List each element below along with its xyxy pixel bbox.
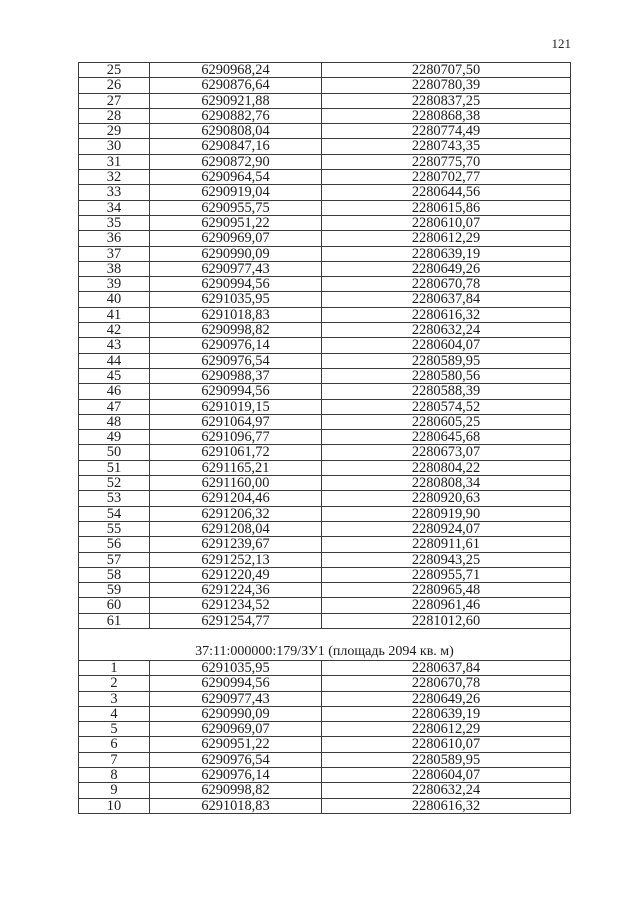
y-coordinate-cell: 2280644,56: [322, 185, 571, 200]
y-coordinate-cell: 2280911,61: [322, 537, 571, 552]
point-number-cell: 54: [79, 506, 150, 521]
y-coordinate-cell: 2280574,52: [322, 399, 571, 414]
table-row: [79, 598, 571, 613]
point-number-cell: 51: [79, 460, 150, 475]
point-number-cell: 26: [79, 78, 150, 93]
point-number-cell: 52: [79, 476, 150, 491]
x-coordinate-cell: 6290847,16: [150, 139, 322, 154]
x-coordinate-cell: 6291035,95: [150, 292, 322, 307]
point-number-cell: 37: [79, 246, 150, 261]
y-coordinate-cell: 2280961,46: [322, 598, 571, 613]
table-row: [79, 430, 571, 445]
y-coordinate-cell: 2280588,39: [322, 384, 571, 399]
y-coordinate-cell: 2280610,07: [322, 737, 571, 752]
x-coordinate-cell: 6291234,52: [150, 598, 322, 613]
table-row: [79, 768, 571, 783]
table-row: [79, 215, 571, 230]
table-row: [79, 200, 571, 215]
point-number-cell: 48: [79, 414, 150, 429]
x-coordinate-cell: 6290808,04: [150, 124, 322, 139]
table-row: [79, 552, 571, 567]
point-number-cell: 36: [79, 231, 150, 246]
y-coordinate-cell: 2280673,07: [322, 445, 571, 460]
x-coordinate-cell: 6291252,13: [150, 552, 322, 567]
x-coordinate-cell: 6290977,43: [150, 261, 322, 276]
point-number-cell: 61: [79, 613, 150, 628]
y-coordinate-cell: 2280632,24: [322, 323, 571, 338]
point-number-cell: 2: [79, 676, 150, 691]
x-coordinate-cell: 6291019,15: [150, 399, 322, 414]
table-row: [79, 246, 571, 261]
y-coordinate-cell: 2280943,25: [322, 552, 571, 567]
x-coordinate-cell: 6290876,64: [150, 78, 322, 93]
y-coordinate-cell: 2280589,95: [322, 353, 571, 368]
table-row: [79, 537, 571, 552]
y-coordinate-cell: 2280649,26: [322, 261, 571, 276]
x-coordinate-cell: 6291096,77: [150, 430, 322, 445]
x-coordinate-cell: 6290998,82: [150, 783, 322, 798]
y-coordinate-cell: 2280965,48: [322, 583, 571, 598]
x-coordinate-cell: 6291206,32: [150, 506, 322, 521]
table-row: [79, 124, 571, 139]
y-coordinate-cell: 2280637,84: [322, 292, 571, 307]
point-number-cell: 44: [79, 353, 150, 368]
table-row: [79, 752, 571, 767]
table-row: [79, 476, 571, 491]
y-coordinate-cell: 2280645,68: [322, 430, 571, 445]
x-coordinate-cell: 6291165,21: [150, 460, 322, 475]
table-row: [79, 737, 571, 752]
x-coordinate-cell: 6291204,46: [150, 491, 322, 506]
y-coordinate-cell: 2280702,77: [322, 170, 571, 185]
point-number-cell: 46: [79, 384, 150, 399]
table-row: [79, 583, 571, 598]
page-number: 121: [551, 36, 571, 51]
table-row: [79, 676, 571, 691]
parcel-section-header: 37:11:000000:179/ЗУ1 (площадь 2094 кв. м): [79, 628, 571, 660]
x-coordinate-cell: 6291035,95: [150, 660, 322, 675]
x-coordinate-cell: 6290994,56: [150, 676, 322, 691]
point-number-cell: 60: [79, 598, 150, 613]
y-coordinate-cell: 2280924,07: [322, 521, 571, 536]
table-row: [79, 307, 571, 322]
point-number-cell: 3: [79, 691, 150, 706]
y-coordinate-cell: 2280604,07: [322, 338, 571, 353]
table-row: [79, 170, 571, 185]
point-number-cell: 38: [79, 261, 150, 276]
x-coordinate-cell: 6291018,83: [150, 307, 322, 322]
y-coordinate-cell: 2280604,07: [322, 768, 571, 783]
table-row: [79, 154, 571, 169]
x-coordinate-cell: 6291061,72: [150, 445, 322, 460]
y-coordinate-cell: 2280775,70: [322, 154, 571, 169]
y-coordinate-cell: 2280743,35: [322, 139, 571, 154]
y-coordinate-cell: 2280804,22: [322, 460, 571, 475]
point-number-cell: 45: [79, 368, 150, 383]
y-coordinate-cell: 2280639,19: [322, 706, 571, 721]
x-coordinate-cell: 6290882,76: [150, 108, 322, 123]
x-coordinate-cell: 6290990,09: [150, 706, 322, 721]
x-coordinate-cell: 6290964,54: [150, 170, 322, 185]
x-coordinate-cell: 6291239,67: [150, 537, 322, 552]
x-coordinate-cell: 6290976,54: [150, 752, 322, 767]
x-coordinate-cell: 6290955,75: [150, 200, 322, 215]
point-number-cell: 8: [79, 768, 150, 783]
y-coordinate-cell: 2281012,60: [322, 613, 571, 628]
y-coordinate-cell: 2280649,26: [322, 691, 571, 706]
point-number-cell: 4: [79, 706, 150, 721]
y-coordinate-cell: 2280837,25: [322, 93, 571, 108]
y-coordinate-cell: 2280919,90: [322, 506, 571, 521]
x-coordinate-cell: 6291224,36: [150, 583, 322, 598]
x-coordinate-cell: 6290921,88: [150, 93, 322, 108]
y-coordinate-cell: 2280616,32: [322, 798, 571, 813]
point-number-cell: 49: [79, 430, 150, 445]
point-number-cell: 47: [79, 399, 150, 414]
table-row: [79, 292, 571, 307]
point-number-cell: 29: [79, 124, 150, 139]
x-coordinate-cell: 6290988,37: [150, 368, 322, 383]
table-row: [79, 722, 571, 737]
table-row: [79, 706, 571, 721]
x-coordinate-cell: 6291064,97: [150, 414, 322, 429]
x-coordinate-cell: 6290976,54: [150, 353, 322, 368]
table-row: [79, 414, 571, 429]
x-coordinate-cell: 6290998,82: [150, 323, 322, 338]
table-row: [79, 338, 571, 353]
point-number-cell: 10: [79, 798, 150, 813]
point-number-cell: 55: [79, 521, 150, 536]
y-coordinate-cell: 2280955,71: [322, 567, 571, 582]
coordinates-table: [78, 62, 571, 814]
table-row: [79, 613, 571, 628]
y-coordinate-cell: 2280808,34: [322, 476, 571, 491]
x-coordinate-cell: 6291254,77: [150, 613, 322, 628]
table-row: [79, 63, 571, 78]
point-number-cell: 32: [79, 170, 150, 185]
point-number-cell: 31: [79, 154, 150, 169]
table-row: [79, 277, 571, 292]
table-row: [79, 261, 571, 276]
x-coordinate-cell: 6291160,00: [150, 476, 322, 491]
x-coordinate-cell: 6290969,07: [150, 231, 322, 246]
point-number-cell: 34: [79, 200, 150, 215]
x-coordinate-cell: 6290919,04: [150, 185, 322, 200]
y-coordinate-cell: 2280610,07: [322, 215, 571, 230]
point-number-cell: 58: [79, 567, 150, 582]
table-row: [79, 93, 571, 108]
x-coordinate-cell: 6290994,56: [150, 384, 322, 399]
point-number-cell: 42: [79, 323, 150, 338]
table-row: [79, 231, 571, 246]
table-row: [79, 399, 571, 414]
point-number-cell: 39: [79, 277, 150, 292]
point-number-cell: 28: [79, 108, 150, 123]
y-coordinate-cell: 2280615,86: [322, 200, 571, 215]
point-number-cell: 25: [79, 63, 150, 78]
point-number-cell: 59: [79, 583, 150, 598]
table-row: [79, 660, 571, 675]
x-coordinate-cell: 6290951,22: [150, 215, 322, 230]
point-number-cell: 50: [79, 445, 150, 460]
point-number-cell: 1: [79, 660, 150, 675]
coords-table-body: [79, 63, 571, 814]
x-coordinate-cell: 6290994,56: [150, 277, 322, 292]
point-number-cell: 43: [79, 338, 150, 353]
y-coordinate-cell: 2280920,63: [322, 491, 571, 506]
point-number-cell: 7: [79, 752, 150, 767]
x-coordinate-cell: 6290976,14: [150, 338, 322, 353]
table-row: [79, 567, 571, 582]
y-coordinate-cell: 2280612,29: [322, 722, 571, 737]
y-coordinate-cell: 2280780,39: [322, 78, 571, 93]
y-coordinate-cell: 2280589,95: [322, 752, 571, 767]
point-number-cell: 35: [79, 215, 150, 230]
x-coordinate-cell: 6290977,43: [150, 691, 322, 706]
y-coordinate-cell: 2280868,38: [322, 108, 571, 123]
x-coordinate-cell: 6291208,04: [150, 521, 322, 536]
table-row: [79, 384, 571, 399]
point-number-cell: 30: [79, 139, 150, 154]
table-row: [79, 521, 571, 536]
y-coordinate-cell: 2280670,78: [322, 277, 571, 292]
table-row: [79, 139, 571, 154]
table-row: [79, 491, 571, 506]
y-coordinate-cell: 2280774,49: [322, 124, 571, 139]
y-coordinate-cell: 2280670,78: [322, 676, 571, 691]
point-number-cell: 27: [79, 93, 150, 108]
point-number-cell: 9: [79, 783, 150, 798]
y-coordinate-cell: 2280639,19: [322, 246, 571, 261]
point-number-cell: 6: [79, 737, 150, 752]
table-row: [79, 323, 571, 338]
table-row: [79, 353, 571, 368]
x-coordinate-cell: 6290968,24: [150, 63, 322, 78]
point-number-cell: 33: [79, 185, 150, 200]
x-coordinate-cell: 6291220,49: [150, 567, 322, 582]
y-coordinate-cell: 2280707,50: [322, 63, 571, 78]
y-coordinate-cell: 2280637,84: [322, 660, 571, 675]
y-coordinate-cell: 2280612,29: [322, 231, 571, 246]
y-coordinate-cell: 2280632,24: [322, 783, 571, 798]
table-row: [79, 798, 571, 813]
y-coordinate-cell: 2280580,56: [322, 368, 571, 383]
table-row: [79, 368, 571, 383]
x-coordinate-cell: 6291018,83: [150, 798, 322, 813]
x-coordinate-cell: 6290976,14: [150, 768, 322, 783]
table-row: [79, 78, 571, 93]
x-coordinate-cell: 6290990,09: [150, 246, 322, 261]
table-row: [79, 783, 571, 798]
y-coordinate-cell: 2280616,32: [322, 307, 571, 322]
x-coordinate-cell: 6290969,07: [150, 722, 322, 737]
x-coordinate-cell: 6290872,90: [150, 154, 322, 169]
section-header-row: [79, 628, 571, 660]
x-coordinate-cell: 6290951,22: [150, 737, 322, 752]
point-number-cell: 53: [79, 491, 150, 506]
table-row: [79, 691, 571, 706]
table-row: [79, 460, 571, 475]
y-coordinate-cell: 2280605,25: [322, 414, 571, 429]
point-number-cell: 57: [79, 552, 150, 567]
table-row: [79, 445, 571, 460]
table-row: [79, 506, 571, 521]
point-number-cell: 41: [79, 307, 150, 322]
point-number-cell: 56: [79, 537, 150, 552]
table-row: [79, 185, 571, 200]
point-number-cell: 5: [79, 722, 150, 737]
point-number-cell: 40: [79, 292, 150, 307]
table-row: [79, 108, 571, 123]
